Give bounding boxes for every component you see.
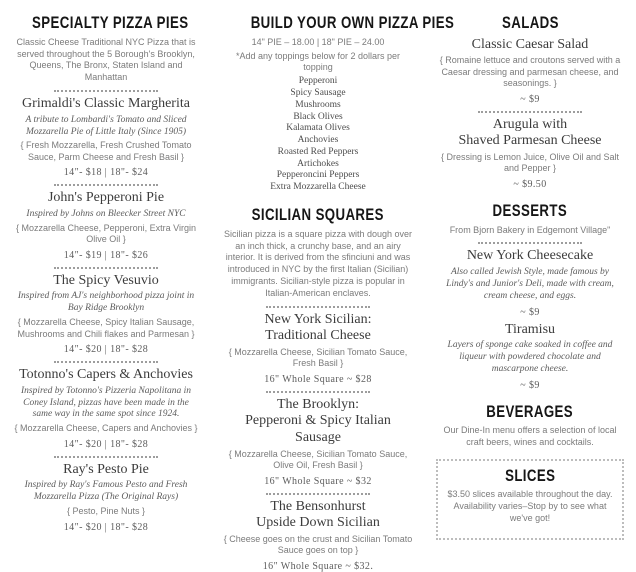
divider [54,267,158,269]
specialty-title-text: SPECIALTY PIZZA PIES [32,13,189,32]
item-name-line1: Arugula with [492,116,568,132]
menu-item-caesar [434,37,626,105]
item-ingredients: { Mozzarella Cheese, Capers and Anchovies } [14,423,198,434]
slices-description: $3.50 slices available throughout the day. Availability varies–Stop by to see what we've got! [447,488,613,523]
item-name-line1: Classic Caesar Salad [471,36,589,52]
item-ingredients: { Mozzarella Cheese, Spicy Italian Sausage, Mushrooms and Chili flakes and Parmesan } [17,317,195,339]
item-price: 16" Whole Square ~ $28 [264,373,372,385]
divider [266,391,370,393]
item-story: Layers of sponge cake soaked in coffee and liqueur with powdered chocolate and mascarpone cheese. [447,340,613,374]
menu-item-totonnos [10,367,202,450]
item-name [222,312,414,345]
item-price: ~ $9 [520,379,540,391]
menu-item-brooklyn [222,397,414,487]
item-name: Totonno's Capers & Anchovies [19,367,193,383]
item-name-line2: Traditional Cheese [265,328,371,344]
sicilian-title [222,206,414,225]
item-ingredients: { Fresh Mozzarella, Fresh Crushed Tomato Sauce, Parm Cheese and Fresh Basil } [20,140,192,162]
topping: Kalamata Olives [286,123,350,134]
menu-item-vesuvio [10,273,202,355]
item-name [222,499,414,532]
item-story: Inspired from AJ's neighborhood pizza joint in Bay Ridge Brooklyn [17,291,195,314]
item-price: 14"- $20 | 18"- $28 [63,521,149,533]
salads-title-text: SALADS [501,13,559,32]
item-name [434,37,626,54]
menu-item-arugula [434,117,626,190]
item-ingredients: { Pesto, Pine Nuts } [66,506,146,517]
item-ingredients: { Mozzarella Cheese, Pepperoni, Extra Virgin Olive Oil } [16,222,196,245]
salads-title [434,14,626,33]
menu-item-cheesecake [434,248,626,317]
item-price: ~ $9 [520,93,540,105]
item-price: 14"- $20 | 18"- $28 [63,438,149,450]
menu-item-ny-sicilian [222,312,414,385]
item-price: 16" Whole Square ~ $32. [262,560,374,572]
item-price: 14"- $18 | 18"- $24 [63,167,149,179]
topping: Artichokes [297,158,339,169]
divider [54,456,158,458]
item-name-line2: Pepperoni & Spicy Italian Sausage [245,413,391,445]
item-name-line1: New York Sicilian: [264,311,372,327]
topping: Mushrooms [295,99,341,110]
menu-item-johns [10,190,202,260]
desserts-title-text: DESSERTS [492,200,568,220]
item-name: Tiramisu [504,321,556,337]
divider [266,493,370,495]
item-price: 14"- $19 | 18"- $26 [63,249,149,261]
item-name: Grimaldi's Classic Margherita [22,96,190,112]
beverages-title-text: BEVERAGES [486,401,574,421]
divider [266,306,370,308]
item-name: New York Cheesecake [466,248,594,264]
item-ingredients: { Mozzarella Cheese, Sicilian Tomato Sauce, Olive Oil, Fresh Basil } [228,448,408,471]
menu-item-bensonhurst [222,499,414,572]
item-ingredients: { Mozzarella Cheese, Sicilian Tomato Sauce, Fresh Basil } [228,346,408,369]
menu-item-rays [10,462,202,533]
divider [54,184,158,186]
divider [54,90,158,92]
item-price: 14"- $20 | 18"- $28 [63,344,149,356]
menu-item-tiramisu [434,322,626,391]
item-name: Ray's Pesto Pie [63,461,149,477]
item-story: Inspired by Totonno's Pizzeria Napolitana in Coney Island, pizzas have been made in the same way in the same spot since 1924. [21,385,191,420]
specialty-title [10,14,202,33]
divider [54,361,158,363]
specialty-intro: Classic Cheese Traditional NYC Pizza that is served throughout the 5 Borough's Brooklyn, Queens, The Bronx, Staten Island and Manhattan [16,36,196,83]
toppings-list [222,76,414,194]
item-story: Inspired by Ray's Famous Pesto and Fresh Mozzarella Pizza (The Original Rays) [24,480,188,503]
menu-item-grimaldis [10,96,202,178]
byo-title-text: BUILD YOUR OWN PIZZA PIES [250,13,455,32]
topping: Roasted Red Peppers [277,146,359,157]
item-price: 16" Whole Square ~ $32 [264,475,372,487]
item-ingredients: { Romaine lettuce and croutons served with a Caesar dressing and parmesan cheese, and seasonings. } [439,55,621,89]
item-name-line2: Shaved Parmesan Cheese [458,133,602,149]
byo-price-line: 14" PIE – 18.00 | 18" PIE – 24.00 [251,36,385,47]
topping: Pepperoncini Peppers [276,170,360,181]
item-price: ~ $9 [520,306,540,318]
desserts-title [434,202,626,221]
desserts-subtitle: From Bjorn Bakery in Edgemont Village" [449,224,611,235]
sicilian-intro: Sicilian pizza is a square pizza with dough over an inch thick, a crunchy base, and an airy interior. It is derived from the sfinciuni and was introduced in NYC by the first Italian (Sicilian) immigrants. Sicilian-style pizza is popular in Italian-American enclaves. [223,228,413,299]
byo-note: *Add any toppings below for 2 dollars per topping [235,50,401,73]
topping: Black Olives [293,111,343,122]
item-name: The Spicy Vesuvio [53,272,159,288]
item-name [222,397,414,447]
divider [478,111,582,113]
topping: Extra Mozzarella Cheese [270,182,366,193]
item-name: John's Pepperoni Pie [47,190,165,206]
item-ingredients: { Cheese goes on the crust and Sicilian Tomato Sauce goes on top } [223,533,413,556]
topping: Spicy Sausage [290,88,346,99]
topping: Pepperoni [298,76,338,87]
item-name [434,117,626,150]
divider [478,242,582,244]
item-story: Inspired by Johns on Bleecker Street NYC [26,209,186,219]
item-name-line1: The Bensonhurst [270,498,366,514]
item-ingredients: { Dressing is Lemon Juice, Olive Oil and Salt and Pepper } [440,151,620,174]
item-price: ~ $9.50 [513,178,547,190]
beverages-title [434,403,626,422]
beverages-description: Our Dine-In menu offers a selection of local craft beers, wines and cocktails. [443,425,617,448]
item-name-line1: The Brooklyn: [276,396,360,412]
topping: Anchovies [297,135,339,146]
column-specialty [0,8,212,533]
column-build-your-own [212,8,455,572]
sicilian-title-text: SICILIAN SQUARES [251,204,385,224]
slices-title [444,467,616,486]
byo-title [222,13,455,33]
item-story: Also called Jewish Style, made famous by Lindy's and Junior's Deli, made with cream, cream cheese, and eggs. [446,266,614,301]
item-name-line2: Upside Down Sicilian [256,515,380,531]
column-salads-desserts [424,8,636,523]
item-story: A tribute to Lombardi's Tomato and Sliced Mozzarella Pie of Little Italy (Since 1905) [25,114,187,137]
slices-title-text: SLICES [504,466,556,486]
